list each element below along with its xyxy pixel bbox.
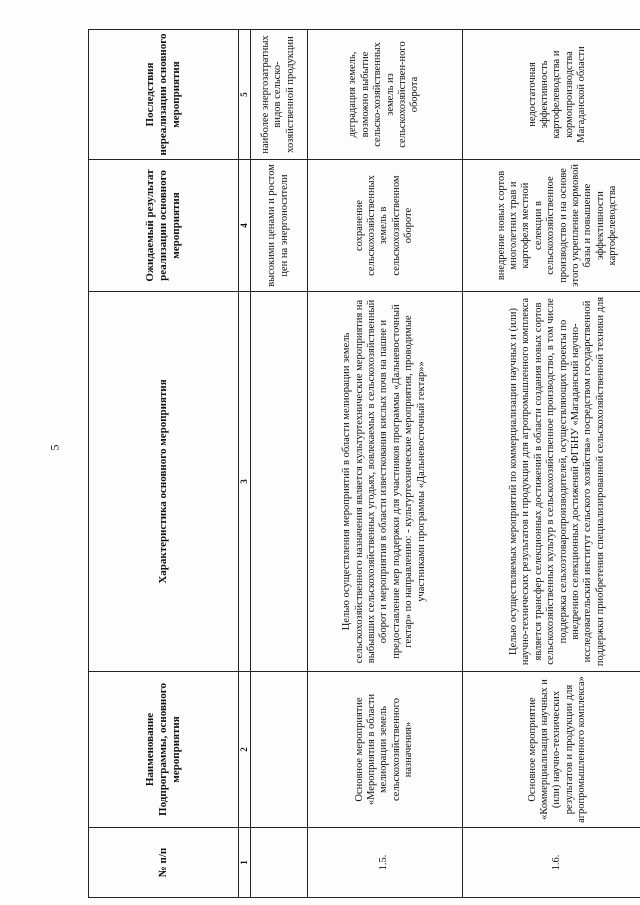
page-number: 5 (47, 444, 62, 451)
cell-result: внедрение новых сортов многолетних трав и картофеля местной селекции в сельскохозяйственное производство и на основе этого укрепление кормовой базы и повышение эффективности картофелеводства (462, 160, 640, 292)
cell-consequence: наиболее энергозатратных видов сельско-хозяйственной продукции (250, 30, 307, 160)
header-result: Ожидаемый результат реализации основного мероприятия (89, 160, 239, 292)
column-number: 3 (239, 292, 251, 672)
continuation-row (250, 30, 307, 898)
cell-consequence: деградация земель, возможно выбытие сельско-хозяйственных земель из сельскохозяйствен-ного оборота (307, 30, 462, 160)
cell-name (250, 672, 307, 828)
header-num: № п/п (89, 828, 239, 898)
cell-num (250, 828, 307, 898)
header-name: Наименование Подпрограммы, основного мероприятия (89, 672, 239, 828)
cell-description: Целью осуществления мероприятий в области мелиорации земель сельскохозяйственного назначения является культуртехнические мероприятия на выбывших сельскохозяйственных угодьях, вовлекаемых в сельскохозяйственный оборот и мероприятия в области известкования кислых почв на пашне и предоставление мер поддержки для участников программы «Дальневосточный гектар» по направлению: - культуртехнические мероприятия, проводимые участниками программы «Дальневосточный гектар»» (307, 292, 462, 672)
table-row (462, 30, 640, 898)
header-consequence: Последствия нереализации основного мероприятия (89, 30, 239, 160)
column-number: 1 (239, 828, 251, 898)
table-row (307, 30, 462, 898)
cell-name: Основное мероприятие «Коммерциализация научных и (или) научно-технических результатов и продукции для агропромышленного комплекса» (462, 672, 640, 828)
cell-result: сохранение сельскохозяйственных земель в сельскохозяйственном обороте (307, 160, 462, 292)
column-number-row (239, 30, 251, 898)
column-number: 5 (239, 30, 251, 160)
header-description: Характеристика основного мероприятия (89, 292, 239, 672)
cell-result: высокими ценами и ростом цен на энергоносители (250, 160, 307, 292)
cell-num: 1.5. (307, 828, 462, 898)
cell-description: Целью осуществляемых мероприятий по коммерциализации научных и (или) научно-технических результатов и продукции для агропромышленного комплекса является трансфер селекционных достижений в области создания новых сортов сельскохозяйственных культур в сельскохозяйственное производство, в том числе поддержка сельхозтоваропроизводителей, осуществляющих проекты по внедрению селекционных достижений ФГБНУ «Магаданский научно-исследовательский институт сельского хозяйства» посредством государственной поддержки приобретения специализированной сельскохозяйственной техники для (462, 292, 640, 672)
cell-description (250, 292, 307, 672)
cell-consequence: недостаточная эффективность картофелеводства и кормопроизводства Магаданской области (462, 30, 640, 160)
cell-num: 1.6. (462, 828, 640, 898)
table-container (88, 30, 640, 898)
measures-table (88, 29, 640, 898)
column-number: 2 (239, 672, 251, 828)
cell-name: Основное мероприятие «Мероприятия в области мелиорации земель сельскохозяйственного назначения» (307, 672, 462, 828)
header-row (89, 30, 239, 898)
column-number: 4 (239, 160, 251, 292)
